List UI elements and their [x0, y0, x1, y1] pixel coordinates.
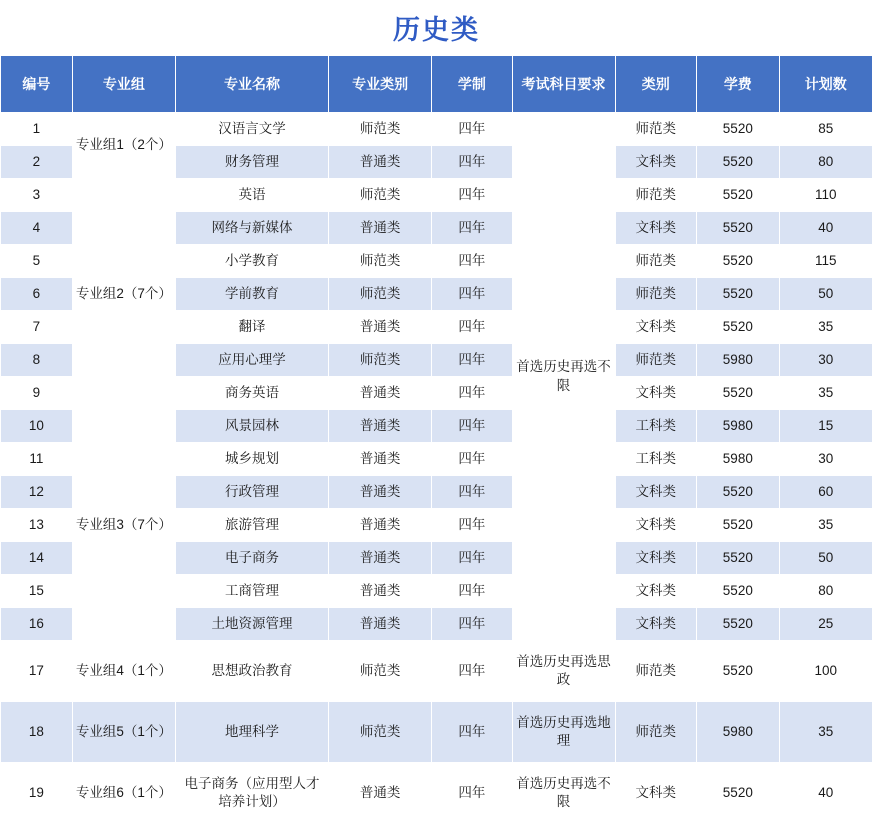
cell-exam-requirement: 首选历史再选不限: [512, 113, 615, 641]
cell-plan-count: 40: [779, 212, 872, 245]
cell-category: 文科类: [615, 377, 697, 410]
cell-major-type: 师范类: [329, 113, 432, 146]
cell-major-name: 风景园林: [175, 410, 328, 443]
cell-major-name: 城乡规划: [175, 443, 328, 476]
cell-major-group: 专业组3（7个）: [72, 410, 175, 641]
cell-category: 师范类: [615, 278, 697, 311]
cell-category: 文科类: [615, 509, 697, 542]
cell-major-type: 师范类: [329, 702, 432, 763]
cell-category: 文科类: [615, 476, 697, 509]
cell-plan-count: 85: [779, 113, 872, 146]
cell-major-name: 汉语言文学: [175, 113, 328, 146]
cell-major-group: 专业组1（2个）: [72, 113, 175, 179]
cell-major-type: 普通类: [329, 377, 432, 410]
cell-category: 文科类: [615, 575, 697, 608]
cell-major-type: 普通类: [329, 146, 432, 179]
cell-fee: 5520: [697, 763, 780, 824]
cell-no: 10: [1, 410, 73, 443]
cell-fee: 5520: [697, 278, 780, 311]
cell-major-name: 电子商务: [175, 542, 328, 575]
cell-no: 5: [1, 245, 73, 278]
cell-years: 四年: [432, 179, 512, 212]
cell-years: 四年: [432, 608, 512, 641]
cell-no: 8: [1, 344, 73, 377]
cell-plan-count: 80: [779, 575, 872, 608]
cell-fee: 5980: [697, 702, 780, 763]
table-row: [1, 113, 873, 146]
cell-fee: 5520: [697, 476, 780, 509]
col-header-exam-requirement: 考试科目要求: [512, 56, 615, 113]
cell-plan-count: 30: [779, 344, 872, 377]
cell-fee: 5520: [697, 113, 780, 146]
cell-major-name: 行政管理: [175, 476, 328, 509]
cell-plan-count: 110: [779, 179, 872, 212]
cell-no: 16: [1, 608, 73, 641]
cell-plan-count: 35: [779, 702, 872, 763]
cell-no: 9: [1, 377, 73, 410]
cell-plan-count: 30: [779, 443, 872, 476]
cell-years: 四年: [432, 311, 512, 344]
cell-major-type: 普通类: [329, 410, 432, 443]
table-row: [1, 641, 873, 702]
cell-major-type: 普通类: [329, 763, 432, 824]
cell-major-type: 普通类: [329, 509, 432, 542]
admission-plan-table: [0, 55, 873, 824]
cell-plan-count: 40: [779, 763, 872, 824]
cell-plan-count: 80: [779, 146, 872, 179]
cell-plan-count: 50: [779, 542, 872, 575]
cell-major-name: 小学教育: [175, 245, 328, 278]
page-title-bar: [0, 0, 873, 55]
cell-plan-count: 115: [779, 245, 872, 278]
cell-category: 师范类: [615, 113, 697, 146]
cell-exam-requirement: 首选历史再选思政: [512, 641, 615, 702]
col-header-years: 学制: [432, 56, 512, 113]
cell-years: 四年: [432, 377, 512, 410]
cell-category: 师范类: [615, 702, 697, 763]
cell-major-name: 网络与新媒体: [175, 212, 328, 245]
cell-years: 四年: [432, 763, 512, 824]
cell-major-name: 工商管理: [175, 575, 328, 608]
cell-no: 17: [1, 641, 73, 702]
cell-major-name: 翻译: [175, 311, 328, 344]
cell-major-type: 普通类: [329, 542, 432, 575]
cell-fee: 5520: [697, 509, 780, 542]
cell-plan-count: 35: [779, 509, 872, 542]
cell-major-group: 专业组5（1个）: [72, 702, 175, 763]
cell-fee: 5520: [697, 575, 780, 608]
cell-no: 18: [1, 702, 73, 763]
cell-major-group: 专业组6（1个）: [72, 763, 175, 824]
cell-category: 文科类: [615, 542, 697, 575]
cell-no: 7: [1, 311, 73, 344]
cell-major-name: 地理科学: [175, 702, 328, 763]
cell-plan-count: 35: [779, 311, 872, 344]
cell-category: 文科类: [615, 212, 697, 245]
cell-fee: 5980: [697, 410, 780, 443]
cell-years: 四年: [432, 146, 512, 179]
cell-major-group: 专业组4（1个）: [72, 641, 175, 702]
cell-major-name: 电子商务（应用型人才培养计划）: [175, 763, 328, 824]
cell-fee: 5520: [697, 377, 780, 410]
table-row: [1, 179, 873, 212]
cell-major-name: 学前教育: [175, 278, 328, 311]
cell-major-type: 普通类: [329, 476, 432, 509]
cell-fee: 5980: [697, 344, 780, 377]
cell-major-type: 师范类: [329, 179, 432, 212]
cell-fee: 5520: [697, 146, 780, 179]
cell-fee: 5520: [697, 608, 780, 641]
cell-fee: 5520: [697, 179, 780, 212]
col-header-major-type: 专业类别: [329, 56, 432, 113]
cell-years: 四年: [432, 443, 512, 476]
cell-major-type: 师范类: [329, 245, 432, 278]
col-header-no: 编号: [1, 56, 73, 113]
cell-major-type: 师范类: [329, 344, 432, 377]
cell-major-type: 师范类: [329, 641, 432, 702]
table-header-row: [1, 56, 873, 113]
table-row: [1, 702, 873, 763]
cell-major-type: 普通类: [329, 575, 432, 608]
cell-no: 1: [1, 113, 73, 146]
cell-exam-requirement: 首选历史再选地理: [512, 702, 615, 763]
cell-no: 11: [1, 443, 73, 476]
cell-no: 12: [1, 476, 73, 509]
col-header-plan-count: 计划数: [779, 56, 872, 113]
cell-major-type: 师范类: [329, 278, 432, 311]
cell-category: 文科类: [615, 311, 697, 344]
cell-category: 文科类: [615, 763, 697, 824]
cell-years: 四年: [432, 113, 512, 146]
cell-years: 四年: [432, 212, 512, 245]
cell-category: 文科类: [615, 608, 697, 641]
col-header-category: 类别: [615, 56, 697, 113]
cell-plan-count: 100: [779, 641, 872, 702]
cell-years: 四年: [432, 702, 512, 763]
cell-category: 工科类: [615, 443, 697, 476]
col-header-fee: 学费: [697, 56, 780, 113]
cell-no: 3: [1, 179, 73, 212]
cell-no: 6: [1, 278, 73, 311]
cell-exam-requirement: 首选历史再选不限: [512, 763, 615, 824]
cell-no: 19: [1, 763, 73, 824]
page-title: 历史类: [393, 15, 480, 45]
cell-years: 四年: [432, 476, 512, 509]
col-header-major-name: 专业名称: [175, 56, 328, 113]
cell-years: 四年: [432, 344, 512, 377]
col-header-major-group: 专业组: [72, 56, 175, 113]
cell-major-type: 普通类: [329, 443, 432, 476]
cell-plan-count: 35: [779, 377, 872, 410]
cell-plan-count: 50: [779, 278, 872, 311]
cell-major-name: 旅游管理: [175, 509, 328, 542]
cell-category: 师范类: [615, 344, 697, 377]
cell-major-name: 商务英语: [175, 377, 328, 410]
cell-plan-count: 25: [779, 608, 872, 641]
cell-category: 文科类: [615, 146, 697, 179]
cell-major-name: 思想政治教育: [175, 641, 328, 702]
cell-years: 四年: [432, 278, 512, 311]
cell-years: 四年: [432, 509, 512, 542]
cell-no: 15: [1, 575, 73, 608]
cell-category: 师范类: [615, 641, 697, 702]
cell-fee: 5980: [697, 443, 780, 476]
table-row: [1, 763, 873, 824]
cell-fee: 5520: [697, 542, 780, 575]
cell-category: 工科类: [615, 410, 697, 443]
cell-no: 2: [1, 146, 73, 179]
cell-fee: 5520: [697, 311, 780, 344]
table-body: [1, 113, 873, 824]
cell-category: 师范类: [615, 245, 697, 278]
cell-years: 四年: [432, 542, 512, 575]
cell-years: 四年: [432, 575, 512, 608]
cell-major-name: 财务管理: [175, 146, 328, 179]
cell-major-type: 普通类: [329, 311, 432, 344]
cell-no: 14: [1, 542, 73, 575]
cell-years: 四年: [432, 245, 512, 278]
cell-category: 师范类: [615, 179, 697, 212]
cell-fee: 5520: [697, 245, 780, 278]
cell-major-name: 应用心理学: [175, 344, 328, 377]
cell-fee: 5520: [697, 212, 780, 245]
cell-major-name: 土地资源管理: [175, 608, 328, 641]
cell-major-type: 普通类: [329, 212, 432, 245]
cell-plan-count: 15: [779, 410, 872, 443]
cell-plan-count: 60: [779, 476, 872, 509]
cell-no: 13: [1, 509, 73, 542]
table-row: [1, 410, 873, 443]
cell-major-group: 专业组2（7个）: [72, 179, 175, 410]
cell-years: 四年: [432, 410, 512, 443]
cell-years: 四年: [432, 641, 512, 702]
cell-fee: 5520: [697, 641, 780, 702]
cell-no: 4: [1, 212, 73, 245]
cell-major-type: 普通类: [329, 608, 432, 641]
cell-major-name: 英语: [175, 179, 328, 212]
